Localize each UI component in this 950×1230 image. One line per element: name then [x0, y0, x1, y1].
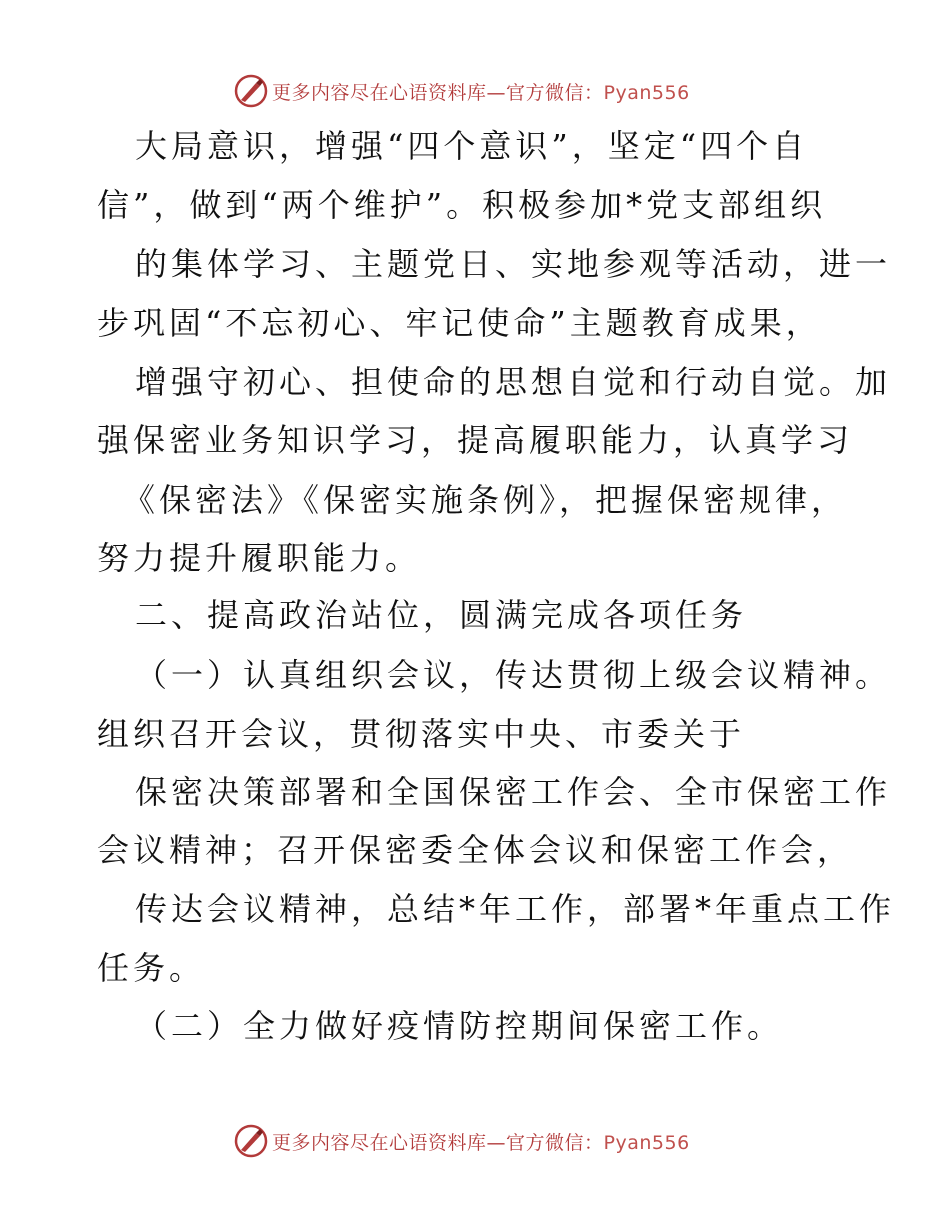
text-line: 大局意识，增强“四个意识”，坚定“四个自	[135, 127, 809, 165]
subsection-heading: （二）全力做好疫情防控期间保密工作。	[135, 1007, 784, 1045]
text-line: 《保密法》《保密实施条例》，把握保密规律，	[123, 481, 848, 519]
footer-watermark	[0, 1122, 950, 1162]
text-line: 步巩固“不忘初心、牢记使命”主题教育成果，	[97, 304, 822, 342]
pen-logo-icon	[234, 74, 268, 108]
section-heading: 二、提高政治站位，圆满完成各项任务	[135, 596, 748, 634]
watermark-label: 更多内容尽在心语资料库—官方微信：	[272, 1132, 604, 1154]
watermark-text	[272, 1128, 690, 1155]
watermark-text	[272, 78, 690, 105]
text-line: 努力提升履职能力。	[97, 539, 422, 577]
watermark-handle: Pyan556	[603, 1132, 690, 1154]
text-line: 会议精神；召开保密委全体会议和保密工作会，	[97, 831, 854, 869]
text-line: 保密决策部署和全国保密工作会、全市保密工作	[135, 773, 892, 811]
pen-logo-icon	[234, 1124, 268, 1158]
text-line: 信”，做到“两个维护”。积极参加*党支部组织	[97, 186, 827, 224]
text-line: 增强守初心、担使命的思想自觉和行动自觉。加	[135, 363, 892, 401]
text-line: 的集体学习、主题党日、实地参观等活动，进一	[135, 245, 892, 283]
watermark-handle: Pyan556	[603, 82, 690, 104]
text-line: 任务。	[97, 949, 206, 987]
text-line: 强保密业务知识学习，提高履职能力，认真学习	[97, 421, 854, 459]
watermark-label: 更多内容尽在心语资料库—官方微信：	[272, 82, 604, 104]
header-watermark	[0, 72, 950, 112]
subsection-heading: （一）认真组织会议，传达贯彻上级会议精神。	[135, 656, 892, 694]
text-line: 组织召开会议，贯彻落实中央、市委关于	[97, 715, 746, 753]
text-line: 传达会议精神，总结*年工作，部署*年重点工作	[135, 890, 896, 928]
